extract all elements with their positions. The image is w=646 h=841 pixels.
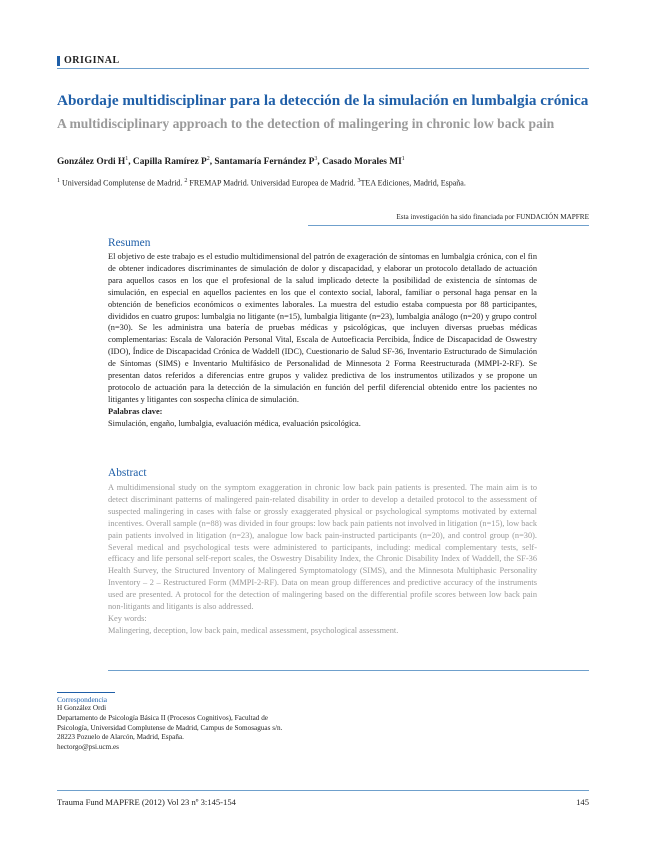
resumen-keywords-label: Palabras clave:: [108, 406, 163, 416]
journal-citation: Trauma Fund MAPFRE (2012) Vol 23 nº 3:145-154: [57, 797, 236, 807]
correspondence-body: [57, 704, 282, 753]
abstract-keywords-label: Key words:: [108, 613, 147, 623]
author-name: Casado Morales MI: [322, 157, 402, 168]
title-spanish: Abordaje multidisciplinar para la detección de la simulación en lumbalgia crónica: [57, 92, 589, 109]
correspondence-line: Departamento de Psicología Básica II (Procesos Cognitivos), Facultad de: [57, 713, 268, 722]
affil-sup: 2: [184, 178, 188, 184]
affil-3: TEA Ediciones, Madrid, España.: [360, 178, 466, 188]
section-label-text: ORIGINAL: [64, 55, 120, 66]
resumen-text: El objetivo de este trabajo es el estudio multidimensional del patrón de exageración de síntomas en lumbalgia crónica, con el fin de obtener indicadores discriminantes de simulación de dolor y discapacidad, y elaborar un protocolo detallado de actuación para aquellos casos en los que el profesional de la salud implicado detecte la posibilidad de existencia de síntomas de simulación, en especial en aquellos pacientes en los que el contexto social, laboral, familiar o personal haga pensar en la obtención de beneficios económicos o eximentes laborales. La muestra del estudio estaba compuesta por 88 participantes, divididos en cuatro grupos: lumbalgia no litigante (n=15), lumbalgia litigante (n=23), lumbalgia análogo (n=20) y grupo control (n=30). Se les administra una batería de pruebas médicas y psicológicas, que incluyen diversas pruebas médicas complementarias: Escala de Valoración Personal Vital, Escala de Autoeficacia Percibida, Índice de Discapacidad de Oswestry (IDO), Índice de Discapacidad Crónica de Waddell (IDC), Cuestionario de Salud SF-36, Inventario Estructurado de Simulación de Síntomas (SIMS) e Inventario Multifásico de Personalidad de Minnesota 2 Forma Reestructurada (MMPI-2-RF). Se presentan datos referidos a diferencias entre grupos y validez predictiva de los instrumentos utilizados y se propone un protocolo de actuación para la detección de la simulación en función del perfil diferencial obtenido entre los pacientes no litigantes y litigantes con sospecha clínica de simulación.: [108, 252, 537, 404]
resumen-body: [108, 251, 537, 430]
section-label: [57, 55, 120, 66]
author-list: González Ordi $H^1$, Capilla Ramírez $P^2$, Santamaría Fernández $P^3$, Casado Morales $MI^1$: [57, 156, 405, 168]
abstract-keywords: Malingering, deception, low back pain, medical assessment, psychological assessment.: [108, 625, 399, 635]
page-number: 145: [576, 797, 589, 807]
abstract-text: A multidimensional study on the symptom exaggeration in chronic low back pain patients is presented. The main aim is to detect discriminant patterns of malingered pain-related disability in order to develop a detailed protocol to the assessment of suspected malingering in cases with false or grossly exaggerated physical or psychological symptoms motivated by external incentives. Overall sample (n=88) was divided in four groups: low back pain patients not involved in litigation (n=15), low back pain patients involved in litigation (n=23), analogue low back pain-instructed participants (n=20), and control group (n=30). Several medical and psychological tests were administered to participants, including: medical complementary tests, self-efficacy and life personal self-report scales, the Oswestry Disability Index, the Chronic Disability Index of Waddell, the SF-36 Health Survey, the Structured Inventory of Malingered Symptomatology (SIMS), and the Minnesota Multiphasic Personality Inventory – 2 – Restructured Form (MMPI-2-RF). Data on mean group differences and predictive accuracy of the instruments used are presented. A protocol for the detection of malingering based on the differential profile scores between low back pain non-litigants and litigants is also addressed.: [108, 483, 537, 612]
correspondence-title: Correspondencia: [57, 695, 108, 704]
author-sup: 1: [125, 156, 129, 162]
affil-2: FREMAP Madrid. Universidad Europea de Madrid.: [189, 178, 356, 188]
abstract-rule: [108, 670, 589, 671]
resumen-keywords: Simulación, engaño, lumbalgia, evaluación médica, evaluación psicológica.: [108, 418, 361, 428]
author-name: Santamaría Fernández P: [214, 157, 315, 168]
title-english: A multidisciplinary approach to the detection of malingering in chronic low back pain: [57, 116, 555, 131]
correspondence-rule: [57, 692, 115, 693]
abstract-heading: Abstract: [108, 467, 147, 479]
funding-note: Esta investigación ha sido financiada por FUNDACIÓN MAPFRE: [396, 213, 589, 221]
correspondence-line: 28223 Pozuelo de Alarcón, Madrid, España.: [57, 733, 184, 742]
footer-rule: [57, 790, 589, 791]
correspondence-line: H González Ordi: [57, 704, 107, 712]
funding-rule: [308, 225, 589, 226]
resumen-heading: Resumen: [108, 237, 151, 249]
affil-1: Universidad Complutense de Madrid.: [62, 178, 183, 188]
abstract-body: [108, 482, 537, 637]
author-name: González Ordi H: [57, 157, 126, 168]
affil-sup: 1: [57, 178, 60, 184]
section-marker: [57, 56, 60, 66]
correspondence-email: hectorgo@psi.ucm.es: [57, 743, 119, 752]
author-sup: 3: [314, 156, 318, 162]
affil-sup: 3: [357, 178, 361, 184]
header-rule: [57, 68, 589, 69]
author-sup: 1: [401, 156, 405, 162]
author-sup: 2: [206, 156, 210, 162]
affiliations: [57, 178, 466, 188]
author-name: Capilla Ramírez P: [132, 157, 207, 168]
correspondence-line: Psicología, Universidad Complutense de Madrid, Campus de Somosaguas s/n.: [57, 723, 283, 732]
